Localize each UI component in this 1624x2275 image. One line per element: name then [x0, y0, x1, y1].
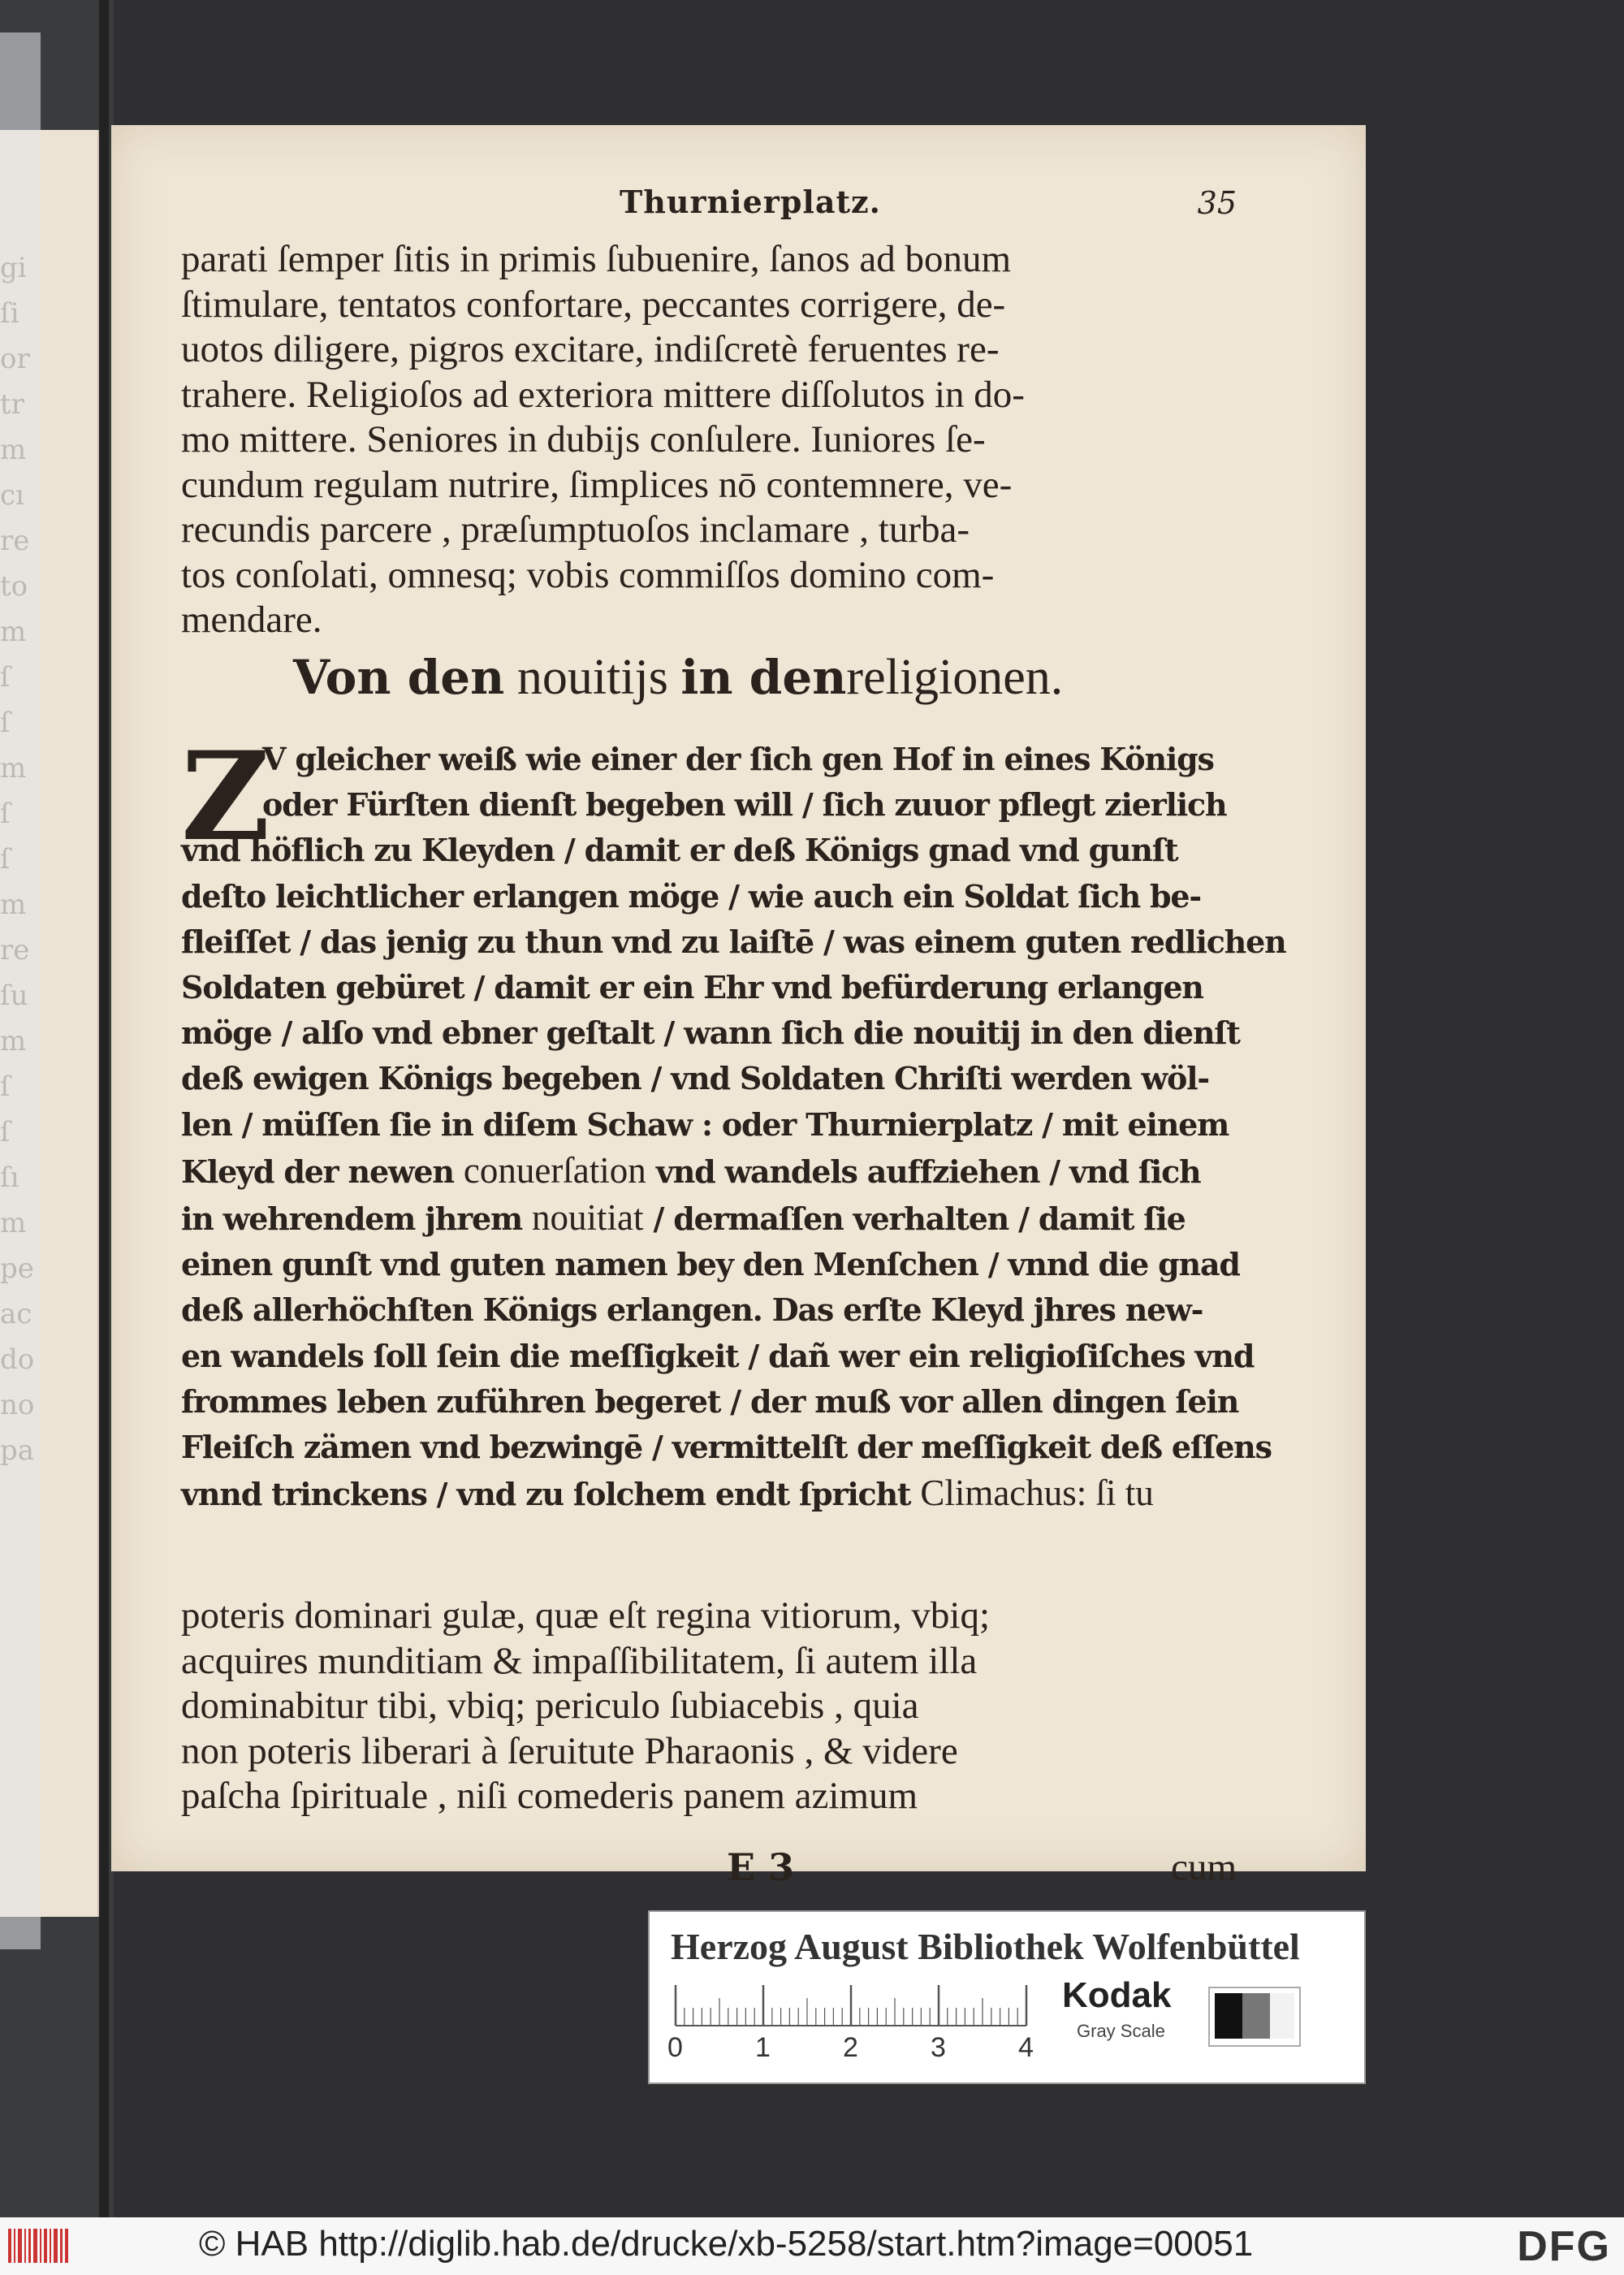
text-line: mendare.	[181, 599, 322, 641]
ruler-number: 2	[843, 2032, 858, 2063]
text-line: V gleicher weiß wie einer der ſich gen Hof in eines Königs	[262, 741, 1214, 777]
signature-mark: E 3	[727, 1845, 795, 1889]
gray-swatches	[1208, 1987, 1301, 2047]
barcode-icon	[6, 2225, 71, 2266]
page-number: 35	[1197, 185, 1237, 221]
text-run: Climachus: ſi tu	[920, 1473, 1154, 1514]
text-line: möge / alſo vnd ebner geſtalt / wann ſich die nouitij in den dienſt	[181, 1014, 1240, 1052]
color-calibration-card	[648, 1910, 1366, 2084]
ruler-number: 0	[667, 2032, 683, 2063]
text-line: deß allerhöchſten Königs erlangen. Das erſte Kleyd jhres new-	[181, 1291, 1203, 1329]
decorated-initial: Z	[181, 725, 270, 868]
text-line: vnd höflich zu Kleyden / damit er deß Königs gnad vnd gunſt	[181, 832, 1178, 869]
text-line	[181, 1195, 1237, 1242]
text-line: tos conſolati, omnesq; vobis commiſſos domino com-	[181, 553, 995, 596]
heading-part: in den	[680, 650, 847, 705]
text-run: in wehrendem jhrem	[181, 1200, 533, 1238]
text-line: deſto leichtlicher erlangen möge / wie auch ein Soldat ſich be-	[181, 877, 1201, 915]
spine-edge	[99, 0, 109, 2217]
text-run: vnnd trinckens / vnd zu ſolchem endt ſpricht	[181, 1476, 921, 1513]
text-run: vnd wandels auffziehen / vnd ſich	[646, 1153, 1201, 1190]
heading-part: Von den	[293, 650, 505, 705]
swatch-gray	[1242, 1993, 1270, 2039]
text-line: frommes leben zuführen begeret / der muß vor allen dingen ſein	[181, 1382, 1239, 1420]
text-line	[181, 1470, 1237, 1517]
ruler-numbers	[667, 2032, 1057, 2070]
heading-part: nouitijs	[516, 650, 668, 705]
kodak-brand: Kodak	[1062, 1975, 1172, 2015]
ruler-scale	[672, 1985, 1030, 2027]
text-line: paſcha ſpirituale , niſi comederis panem azimum	[181, 1775, 918, 1817]
text-run: Kleyd der newen	[181, 1153, 464, 1190]
institution-name: Herzog August Bibliothek Wolfenbüttel	[671, 1926, 1300, 1967]
section-heading	[293, 649, 1063, 707]
text-line: non poteris liberari à ſeruitute Pharaonis , & videre	[181, 1729, 958, 1772]
text-line: cundum regulam nutrire, ſimplices nō contemnere, ve-	[181, 463, 1013, 506]
text-line	[181, 1148, 1237, 1195]
dfg-logo: DFG	[1517, 2223, 1611, 2270]
text-line: uotos diligere, pigros excitare, indiſcretè feruentes re-	[181, 328, 1000, 370]
copyright-link[interactable]: © HAB http://diglib.hab.de/drucke/xb-5258/start.htm?image=00051	[199, 2224, 1254, 2264]
page-footer	[181, 1845, 1237, 1894]
ruler-number: 3	[931, 2032, 946, 2063]
footer-bar	[0, 2217, 1624, 2275]
text-line: recundis parcere , præſumptuoſos inclamare , turba-	[181, 508, 970, 551]
swatch-black	[1215, 1993, 1242, 2039]
text-line: en wandels ſoll ſein die meſſigkeit / dañ wer ein religioſiſches vnd	[181, 1337, 1255, 1374]
text-line: mo mittere. Seniores in dubijs conſulere. Iuniores ſe-	[181, 418, 986, 461]
text-line: parati ſemper ſitis in primis ſubuenire, ſanos ad bonum	[181, 238, 1012, 280]
text-line: len / müſſen ſie in diſem Schaw : oder Thurnierplatz / mit einem	[181, 1105, 1229, 1143]
text-line: dominabitur tibi, vbiq; periculo ſubiacebis , quia	[181, 1685, 919, 1727]
gray-scale-label: Gray Scale	[1077, 2021, 1165, 2041]
running-head-title: Thurnierplatz.	[620, 184, 881, 220]
text-run: / dermaſſen verhalten / damit ſie	[643, 1200, 1186, 1238]
text-run: conuerſation	[463, 1149, 646, 1191]
text-line: poteris dominari gulæ, quæ eſt regina vitiorum, vbiq;	[181, 1594, 991, 1637]
swatch-white	[1270, 1993, 1294, 2039]
tissue-overlay	[0, 32, 41, 1949]
german-paragraph	[181, 725, 1286, 1517]
text-line: oder Fürſten dienſt begeben will / ſich zuuor pflegt zierlich	[262, 786, 1227, 824]
latin-paragraph	[181, 237, 1237, 643]
text-line: trahere. Religioſos ad exteriora mittere diſſolutos in do-	[181, 373, 1025, 416]
ruler-number: 4	[1018, 2032, 1034, 2063]
text-run: nouitiat	[532, 1197, 644, 1239]
text-line: einen gunſt vnd guten namen bey den Menſchen / vnnd die gnad	[181, 1246, 1240, 1283]
heading-part: religionen.	[846, 650, 1064, 705]
running-head	[181, 184, 1237, 224]
text-line: acquires munditiam & impaſſibilitatem, ſi autem illa	[181, 1639, 978, 1682]
text-line: ſtimulare, tentatos confortare, peccantes corrigere, de-	[181, 283, 1006, 326]
latin-paragraph-2	[181, 1594, 1237, 1819]
text-line: fleiſſet / das jenig zu thun vnd zu laiſtē / was einem guten redlichen	[181, 923, 1286, 960]
catchword: cum	[1171, 1846, 1237, 1888]
ruler-number: 1	[755, 2032, 771, 2063]
book-page	[111, 125, 1366, 1889]
text-line: deß ewigen Königs begeben / vnd Soldaten Chriſti werden wöl-	[181, 1060, 1209, 1097]
text-line: Soldaten gebüret / damit er ein Ehr vnd befürderung erlangen	[181, 969, 1203, 1006]
text-line: Fleiſch zämen vnd bezwingē / vermittelſt der meſſigkeit deß eſſens	[181, 1429, 1272, 1466]
